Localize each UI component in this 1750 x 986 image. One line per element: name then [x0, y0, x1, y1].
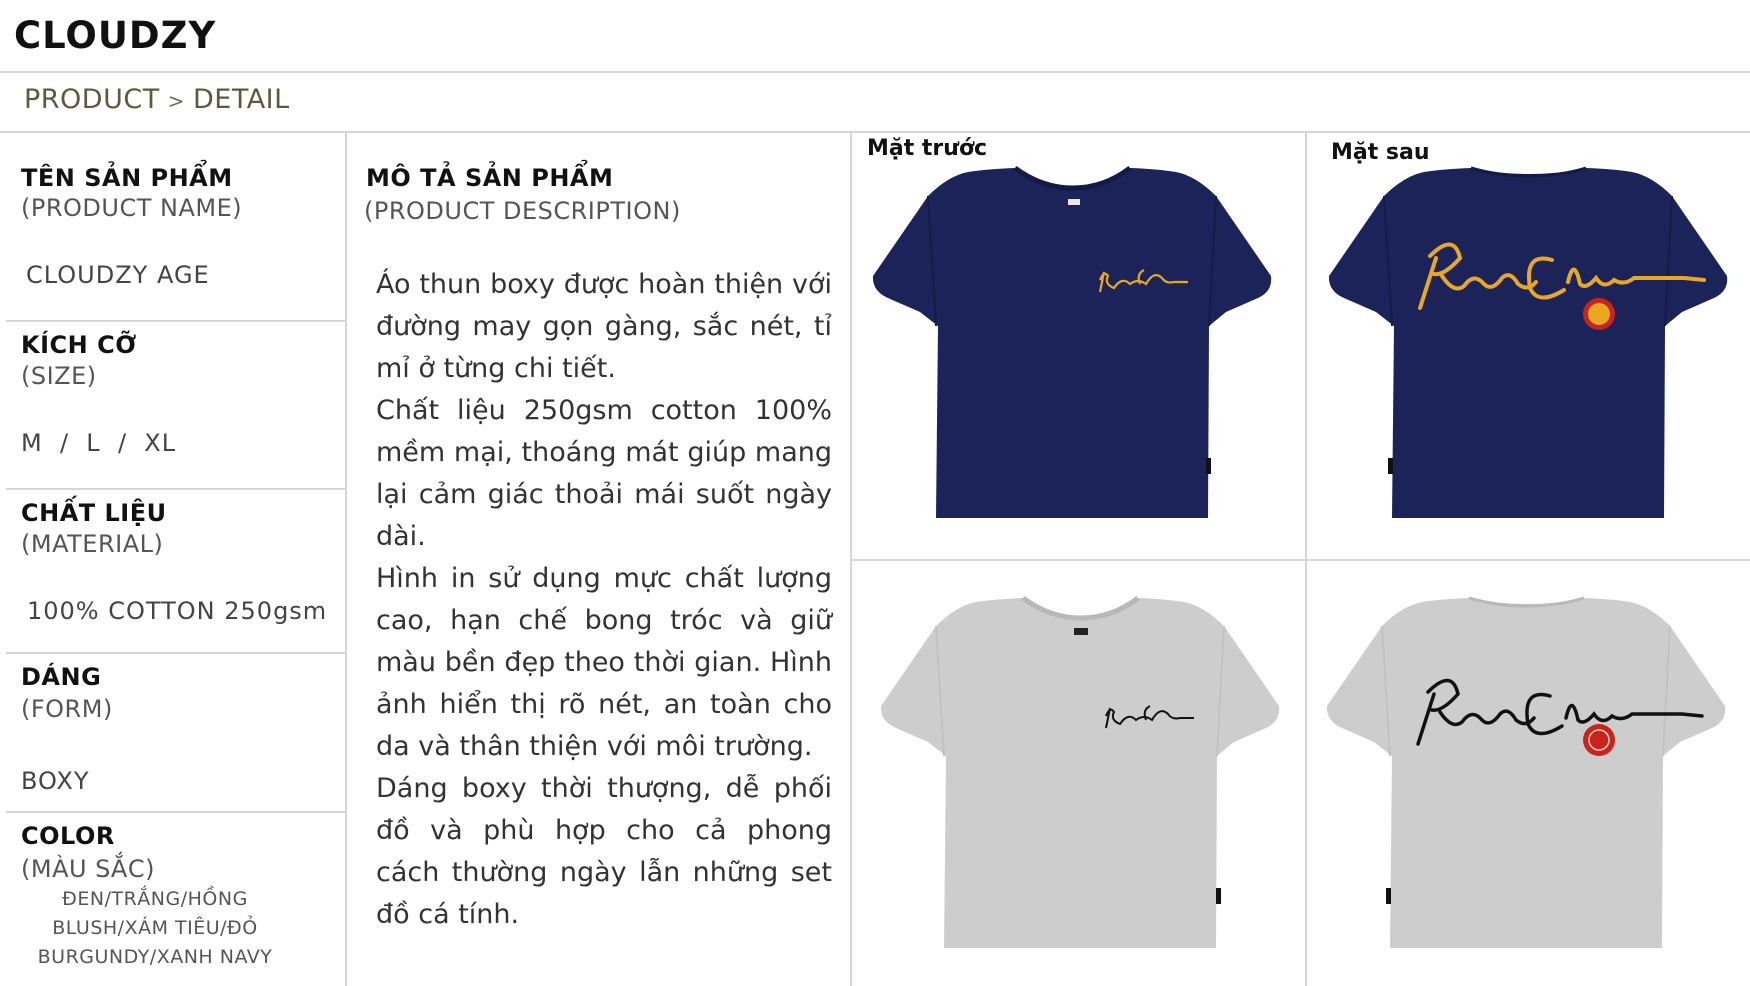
brand-logo: CLOUDZY	[14, 14, 217, 57]
material-label: CHẤT LIỆU	[21, 499, 167, 527]
seal-icon	[1583, 724, 1615, 756]
breadcrumb	[24, 84, 290, 115]
breadcrumb-detail: DETAIL	[192, 84, 290, 115]
spec-divider	[6, 811, 345, 813]
spec-divider	[6, 320, 345, 322]
spec-divider	[6, 488, 345, 490]
breadcrumb-product[interactable]: PRODUCT	[24, 84, 160, 115]
navy-back-image	[1324, 166, 1734, 522]
form-value: BOXY	[21, 767, 90, 795]
description-paragraph: Dáng boxy thời thượng, dễ phối đồ và phù hợp cho cả phong cách thường ngày lẫn những set đồ cá tính.	[376, 773, 832, 930]
description-paragraph: Chất liệu 250gsm cotton 100% mềm mại, thoáng mát giúp mang lại cảm giác thoải mái suốt ngày dài.	[376, 395, 832, 552]
material-sublabel: (MATERIAL)	[21, 530, 164, 558]
color-sublabel: (MÀU SẮC)	[21, 855, 155, 883]
color-options	[20, 885, 290, 972]
form-label: DÁNG	[21, 663, 102, 691]
product-name-value: CLOUDZY AGE	[26, 261, 210, 289]
color-label: COLOR	[21, 822, 115, 850]
description-paragraph: Hình in sử dụng mực chất lượng cao, hạn chế bong tróc và giữ màu bền đẹp theo thời gian. Hình ảnh hiển thị rõ nét, an toàn cho da và thân thiện với môi trường.	[376, 563, 832, 762]
breadcrumb-divider	[0, 131, 1750, 133]
column-divider-left	[345, 132, 347, 986]
description-text	[376, 264, 832, 936]
breadcrumb-separator: >	[167, 89, 185, 113]
color-option-line: ĐEN/TRẮNG/HỒNG	[62, 888, 248, 910]
size-value: M / L / XL	[21, 429, 177, 457]
description-label: MÔ TẢ SẢN PHẨM	[366, 164, 614, 192]
description-paragraph: Áo thun boxy được hoàn thiện với đường may gọn gàng, sắc nét, tỉ mỉ ở từng chi tiết.	[376, 269, 832, 384]
color-option-line: BURGUNDY/XANH NAVY	[37, 946, 273, 968]
header-divider	[0, 71, 1750, 73]
navy-front-image	[868, 166, 1278, 522]
product-name-sublabel: (PRODUCT NAME)	[21, 194, 243, 222]
back-view-label: Mặt sau	[1331, 140, 1430, 165]
grey-front-image	[876, 596, 1286, 952]
color-option-line: BLUSH/XÁM TIÊU/ĐỎ	[52, 917, 258, 939]
product-name-label: TÊN SẢN PHẨM	[21, 164, 233, 192]
size-sublabel: (SIZE)	[21, 362, 97, 390]
description-sublabel: (PRODUCT DESCRIPTION)	[364, 197, 681, 225]
size-label: KÍCH CỠ	[21, 331, 137, 359]
image-row-divider	[851, 559, 1750, 561]
material-value: 100% COTTON 250gsm	[27, 597, 328, 625]
form-sublabel: (FORM)	[21, 695, 113, 723]
front-view-label: Mặt trước	[867, 136, 988, 161]
grey-back-image	[1322, 596, 1732, 952]
spec-divider	[6, 652, 345, 654]
